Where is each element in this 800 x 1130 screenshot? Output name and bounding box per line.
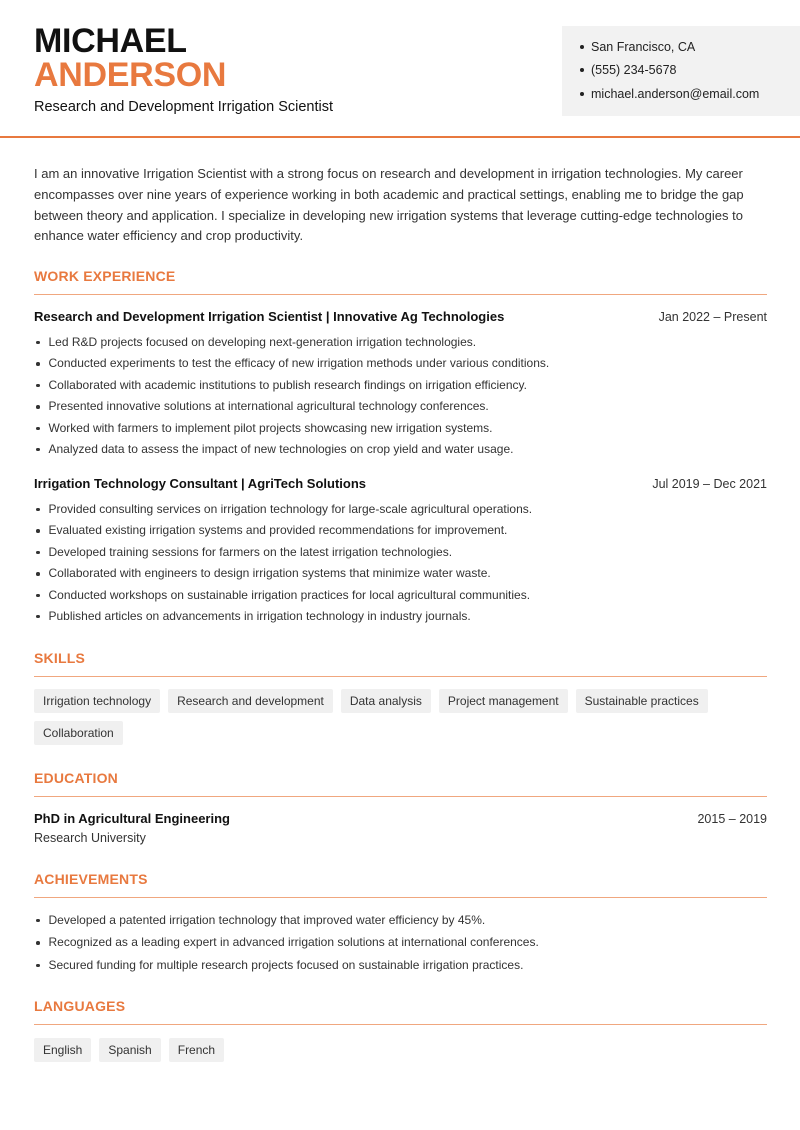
bullet-text: Evaluated existing irrigation systems and provided recommendations for improvement. <box>48 523 508 538</box>
bullet-dot <box>36 919 40 923</box>
list-item <box>34 418 767 439</box>
list-item <box>34 520 767 541</box>
bullet-dot <box>580 45 584 49</box>
education-heading: EDUCATION <box>34 770 118 786</box>
language-chip: English <box>34 1038 91 1062</box>
resume-header <box>0 0 800 138</box>
section-divider <box>34 294 767 295</box>
bullet-dot <box>36 362 40 366</box>
list-item <box>34 954 767 977</box>
achievements-list <box>34 909 767 977</box>
education-dates: 2015 – 2019 <box>697 812 767 826</box>
email-text[interactable]: michael.anderson@email.com <box>591 87 760 101</box>
bullet-text: Recognized as a leading expert in advanced irrigation solutions at international conferences. <box>48 935 539 950</box>
bullet-dot <box>36 615 40 619</box>
bullet-dot <box>580 92 584 96</box>
skill-chip: Sustainable practices <box>576 689 708 713</box>
contact-location <box>580 40 695 54</box>
bullet-dot <box>36 427 40 431</box>
degree: PhD in Agricultural Engineering <box>34 811 230 826</box>
section-divider <box>34 897 767 898</box>
phone-text: (555) 234-5678 <box>591 63 677 77</box>
contact-box <box>562 26 800 116</box>
section-divider <box>34 676 767 677</box>
job-title-company: Irrigation Technology Consultant | AgriTech Solutions <box>34 476 367 491</box>
bullet-text: Secured funding for multiple research projects focused on sustainable irrigation practices. <box>48 957 524 972</box>
bullet-dot <box>36 964 40 968</box>
contact-phone <box>580 63 676 77</box>
bullet-dot <box>36 551 40 555</box>
bullet-text: Developed a patented irrigation technology that improved water efficiency by 45%. <box>48 912 486 927</box>
bullet-text: Conducted experiments to test the efficacy of new irrigation methods under various conditions. <box>48 356 550 371</box>
location-text: San Francisco, CA <box>591 40 696 54</box>
list-item <box>34 585 767 606</box>
list-item <box>34 542 767 563</box>
last-name: ANDERSON <box>34 56 227 94</box>
list-item <box>34 909 767 932</box>
skill-chip: Research and development <box>168 689 333 713</box>
list-item <box>34 932 767 955</box>
first-name: MICHAEL <box>34 22 187 60</box>
bullet-dot <box>36 448 40 452</box>
bullet-text: Provided consulting services on irrigation technology for large-scale agricultural operations. <box>48 502 533 516</box>
list-item <box>34 375 767 396</box>
bullet-dot <box>36 405 40 409</box>
skill-chip: Data analysis <box>341 689 431 713</box>
list-item <box>34 332 767 353</box>
job-title-company: Research and Development Irrigation Scientist | Innovative Ag Technologies <box>34 309 505 324</box>
bullet-dot <box>36 384 40 388</box>
job-title: Research and Development Irrigation Scientist <box>34 99 334 115</box>
list-item <box>34 396 767 417</box>
list-item <box>34 563 767 584</box>
job-entry-2 <box>34 476 767 491</box>
section-divider <box>34 796 767 797</box>
list-item <box>34 499 767 520</box>
skill-chip: Irrigation technology <box>34 689 160 713</box>
bullet-dot <box>580 68 584 72</box>
work-experience-heading: WORK EXPERIENCE <box>34 268 176 284</box>
bullet-dot <box>36 594 40 598</box>
job-2-bullets <box>34 499 767 627</box>
profile-summary: I am an innovative Irrigation Scientist with a strong focus on research and development in irrigation technologies. My career encompasses over nine years of experience working in both academic and practical settings, enabling me to bridge the gap between theory and application. I specialize in developing new irrigation systems that leverage cutting-edge technologies to enhance water efficiency and crop productivity. <box>34 166 744 244</box>
bullet-text: Led R&D projects focused on developing next-generation irrigation technologies. <box>48 335 477 349</box>
bullet-text: Analyzed data to assess the impact of new technologies on crop yield and water usage. <box>48 441 514 456</box>
bullet-text: Presented innovative solutions at international agricultural technology conferences. <box>48 399 489 414</box>
bullet-text: Collaborated with engineers to design irrigation systems that minimize water waste. <box>48 566 491 581</box>
bullet-dot <box>36 941 40 945</box>
bullet-text: Collaborated with academic institutions to publish research findings on irrigation efficiency. <box>48 377 527 392</box>
bullet-dot <box>36 529 40 533</box>
language-chip: Spanish <box>99 1038 160 1062</box>
bullet-dot <box>36 572 40 576</box>
school-name: Research University <box>34 831 146 845</box>
languages-list <box>34 1038 767 1062</box>
skill-chip: Project management <box>439 689 568 713</box>
bullet-text: Developed training sessions for farmers on the latest irrigation technologies. <box>48 544 453 559</box>
list-item <box>34 439 767 460</box>
skill-chip: Collaboration <box>34 721 123 745</box>
skills-list <box>34 689 767 745</box>
section-divider <box>34 1024 767 1025</box>
achievements-heading: ACHIEVEMENTS <box>34 871 148 887</box>
education-entry <box>34 811 767 826</box>
contact-email[interactable] <box>580 87 759 101</box>
job-1-bullets <box>34 332 767 460</box>
job-dates: Jan 2022 – Present <box>658 310 767 324</box>
job-dates: Jul 2019 – Dec 2021 <box>652 477 767 491</box>
list-item <box>34 606 767 627</box>
bullet-text: Conducted workshops on sustainable irrigation practices for local agricultural communities. <box>48 587 531 602</box>
bullet-dot <box>36 341 40 345</box>
bullet-text: Published articles on advancements in irrigation technology in industry journals. <box>48 608 471 623</box>
job-entry-1 <box>34 309 767 324</box>
list-item <box>34 353 767 374</box>
language-chip: French <box>169 1038 224 1062</box>
languages-heading: LANGUAGES <box>34 998 126 1014</box>
bullet-dot <box>36 508 40 512</box>
skills-heading: SKILLS <box>34 650 85 666</box>
bullet-text: Worked with farmers to implement pilot projects showcasing new irrigation systems. <box>48 420 493 435</box>
